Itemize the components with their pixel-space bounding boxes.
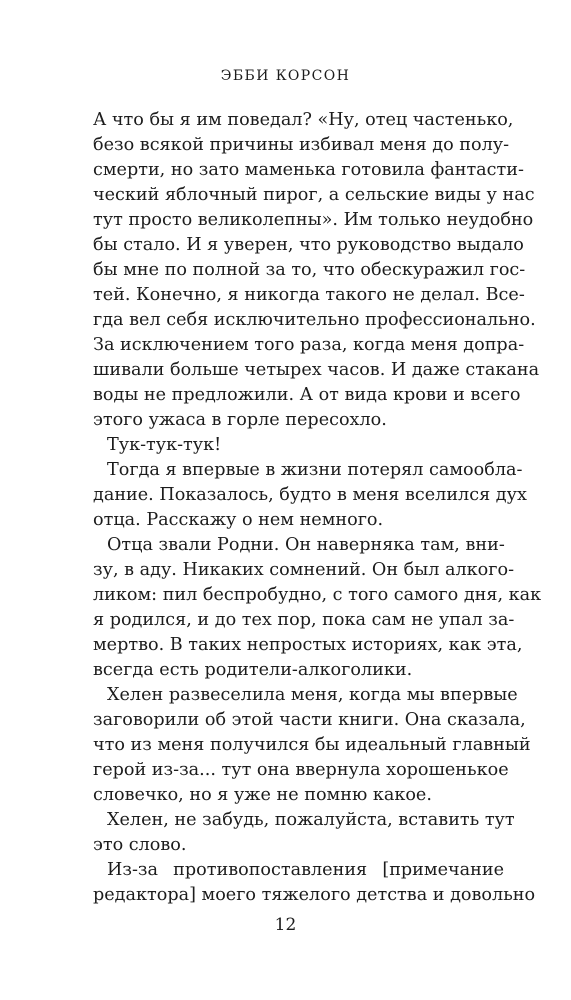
text-line: ликом: пил беспробудно, с того самого дня, как (93, 585, 542, 605)
text-line: зу, в аду. Никаких сомнений. Он был алкого- (93, 560, 515, 580)
text-line: что из меня получился бы идеальный главный (93, 735, 531, 755)
text-line: Тогда я впервые в жизни потерял самообла- (107, 460, 523, 480)
text-line: отца. Расскажу о нем немного. (93, 510, 384, 530)
text-line: мертво. В таких непростых историях, как эта, (93, 635, 523, 655)
text-line: этого ужаса в горле пересохло. (93, 410, 387, 430)
text-line: смерти, но зато маменька готовила фантасти- (93, 160, 524, 180)
text-line: гда вел себя исключительно профессионально. (93, 310, 536, 330)
text-line: заговорили об этой части книги. Она сказала, (93, 710, 526, 730)
text-line: безо всякой причины избивал меня до полу- (93, 135, 510, 155)
text-line: Хелен, не забудь, пожалуйста, вставить тут (107, 810, 515, 830)
text-line: бы стало. И я уверен, что руководство выдало (93, 235, 524, 255)
text-line: бы мне по полной за то, что обескуражил гос- (93, 260, 526, 280)
text-line: шивали больше четырех часов. И даже стакана (93, 360, 540, 380)
text-line: тут просто великолепны». Им только неудобно (93, 210, 534, 230)
text-line: Отца звали Родни. Он наверняка там, вни- (107, 535, 505, 555)
text-line: всегда есть родители-алкоголики. (93, 660, 413, 680)
text-line: тей. Конечно, я никогда такого не делал. Все- (93, 285, 525, 305)
text-line: это слово. (93, 835, 187, 855)
running-header: ЭББИ КОРСОН (220, 68, 351, 84)
page-number: 12 (274, 915, 297, 935)
text-line: А что бы я им поведал? «Ну, отец частенько, (93, 110, 514, 130)
text-line: Из-за противопоставления [примечание (107, 860, 504, 880)
text-line: Хелен развеселила меня, когда мы впервые (107, 685, 518, 705)
text-line: герой из-за... тут она ввернула хорошенькое (93, 760, 509, 780)
text-line: редактора] моего тяжелого детства и довольно (93, 885, 536, 905)
text-line: ческий яблочный пирог, а сельские виды у нас (93, 185, 535, 205)
text-line: воды не предложили. А от вида крови и всего (93, 385, 521, 405)
text-line: Тук-тук-тук! (107, 435, 222, 455)
text-line: я родился, и до тех пор, пока сам не упал за- (93, 610, 515, 630)
text-line: словечко, но я уже не помню какое. (93, 785, 432, 805)
text-line: дание. Показалось, будто в меня вселился дух (93, 485, 527, 505)
text-line: За исключением того раза, когда меня допра- (93, 335, 525, 355)
